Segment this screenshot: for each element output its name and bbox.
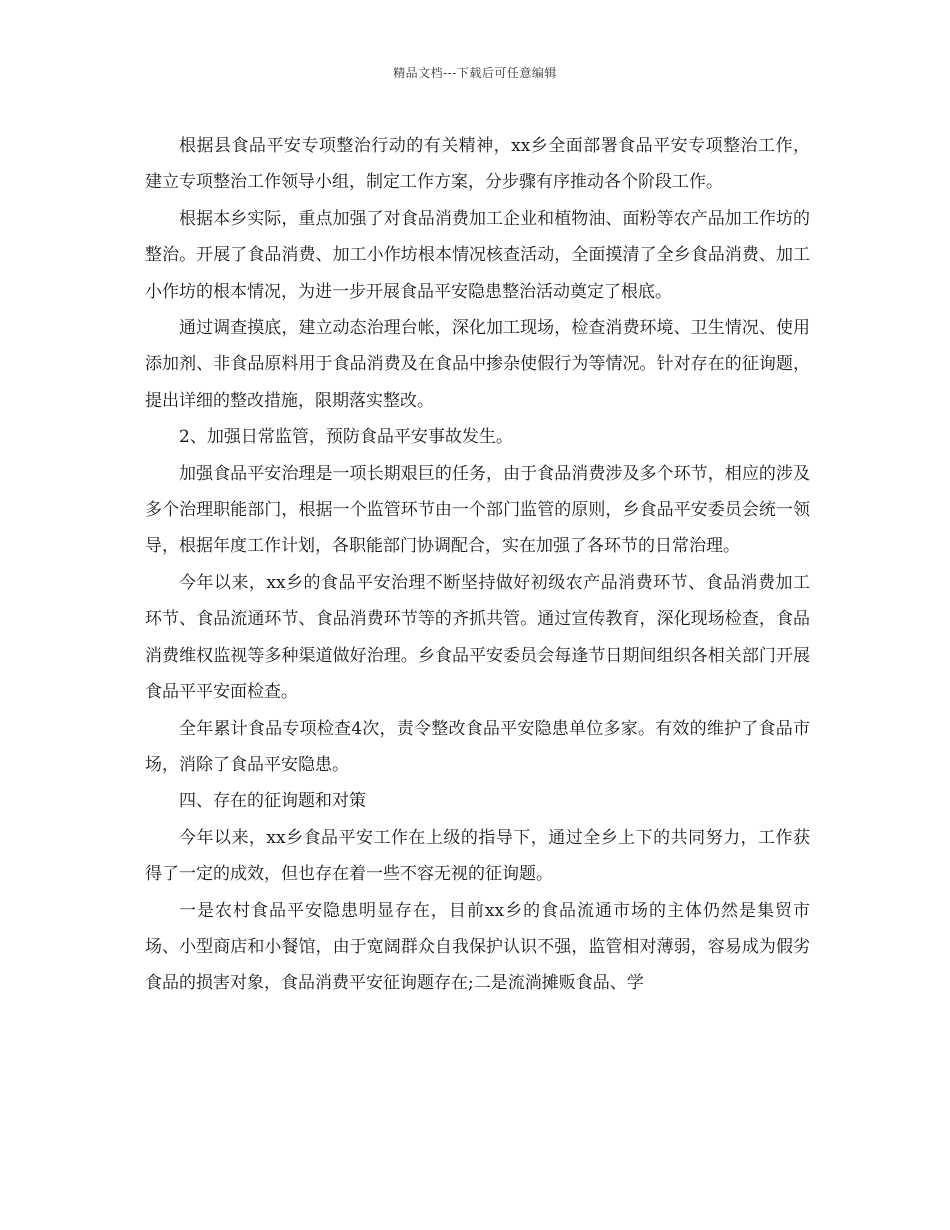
page-header: 精品文档---下载后可任意编辑 bbox=[393, 66, 557, 80]
paragraph: 通过调查摸底，建立动态治理台帐，深化加工现场，检查消费环境、卫生情况、使用添加剂、非食品原料用于食品消费及在食品中掺杂使假行为等情况。针对存在的征询题，提出详细的整改措施，限期落实整改。 bbox=[145, 318, 810, 411]
paragraph: 加强食品平安治理是一项长期艰巨的任务，由于食品消费涉及多个环节，相应的涉及多个治理职能部门，根据一个监管环节由一个部门监管的原则，乡食品平安委员会统一领导，根据年度工作计划，各职能部门协调配合，实在加强了各环节的日常治理。 bbox=[145, 463, 810, 557]
paragraph: 根据县食品平安专项整治行动的有关精神，xx乡全面部署食品平安专项整治工作，建立专项整治工作领导小组，制定工作方案，分步骤有序推动各个阶段工作。 bbox=[145, 136, 810, 193]
paragraph: 全年累计食品专项检查4次，责令整改食品平安隐患单位多家。有效的维护了食品市场，消除了食品平安隐患。 bbox=[145, 718, 810, 775]
paragraph: 一是农村食品平安隐患明显存在，目前xx乡的食品流通市场的主体仍然是集贸市场、小型商店和小餐馆，由于宽阔群众自我保护认识不强，监管相对薄弱，容易成为假劣食品的损害对象，食品消费平安征询题存在;二是流淌摊贩食品、学 bbox=[145, 900, 810, 994]
paragraph: 今年以来，xx乡的食品平安治理不断坚持做好初级农产品消费环节、食品消费加工环节、食品流通环节、食品消费环节等的齐抓共管。通过宣传教育，深化现场检查，食品消费维权监视等多种渠道做好治理。乡食品平安委员会每逢节日期间组织各相关部门开展食品平平安面检查。 bbox=[145, 572, 810, 703]
document-body bbox=[145, 128, 810, 1002]
paragraph: 2、加强日常监管，预防食品平安事故发生。 bbox=[179, 427, 513, 448]
paragraph: 四、存在的征询题和对策 bbox=[179, 791, 366, 812]
paragraph: 今年以来，xx乡食品平安工作在上级的指导下，通过全乡上下的共同努力，工作获得了一定的成效，但也存在着一些不容无视的征询题。 bbox=[145, 827, 810, 885]
paragraph: 根据本乡实际，重点加强了对食品消费加工企业和植物油、面粉等农产品加工作坊的整治。开展了食品消费、加工小作坊根本情况核查活动，全面摸清了全乡食品消费、加工小作坊的根本情况，为进一步开展食品平安隐患整治活动奠定了根底。 bbox=[145, 208, 810, 302]
